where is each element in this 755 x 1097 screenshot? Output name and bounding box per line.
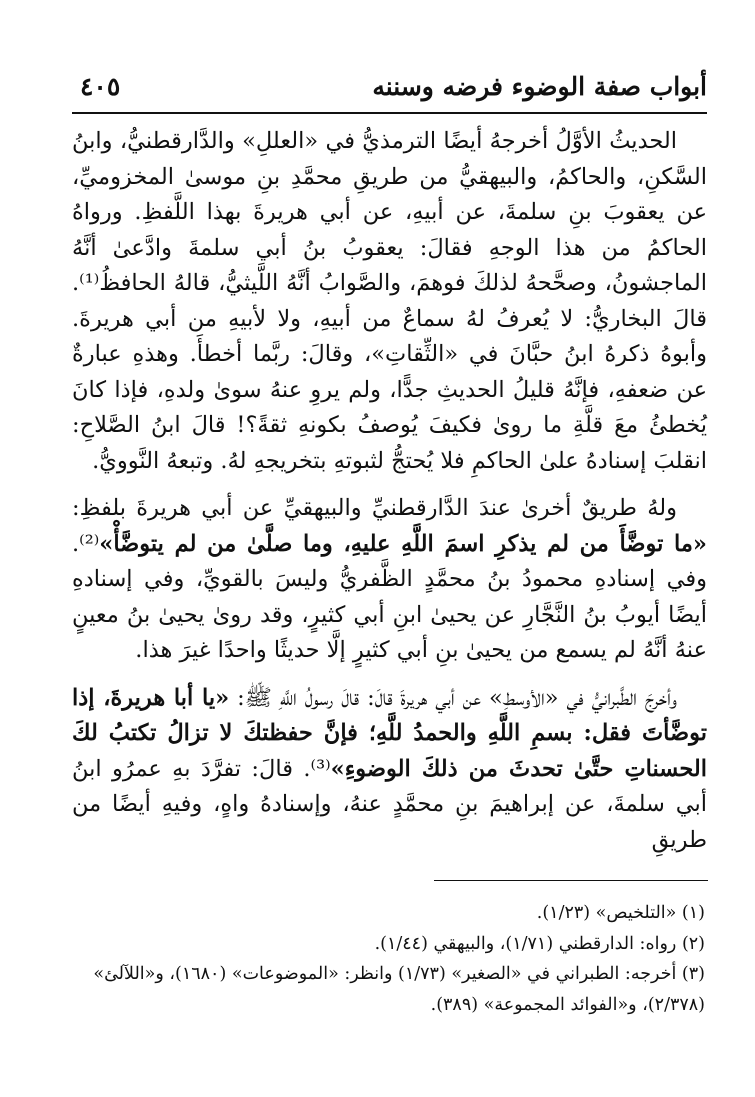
- footnote-1: (١) «التلخيص» (١/٢٣).: [536, 903, 705, 923]
- page-number: ٤٠٥: [80, 72, 121, 101]
- paragraph-3-intro: وأخرجَ الطَّبرانيُّ في «الأوسطِ» عن أبي هريرةَ قالَ: قالَ رسولُ اللَّهِ ﷺ:: [229, 684, 677, 711]
- main-text: [72, 124, 707, 858]
- hadith-quote-3: «يا أبا هريرةَ، إذا توضَّأتَ فقل: بسمِ اللَّهِ والحمدُ للَّهِ؛ فإنَّ حفظتكَ لا تزالُ تكتبُ لكَ الحسناتِ حتَّىٰ تحدثَ من ذلكَ الوضوءِ»: [72, 684, 707, 782]
- paragraph-2-rest: ⁽²⁾. وفي إسنادهِ محمودُ بنُ محمَّدٍ الظَّفريُّ وليسَ بالقويِّ، وفي إسنادهِ أيضًا أيوبُ بنُ النَّجَّارِ عن يحيىٰ ابنِ أبي كثيرٍ، وقد روىٰ يحيىٰ بنُ معينٍ عنهُ أنَّهُ لم يسمع من يحيىٰ بنِ أبي كثيرٍ إلَّا حديثًا واحدًا غيرَ هذا.: [72, 530, 707, 663]
- footnote-2: (٢) رواه: الدارقطني (١/٧١)، والبيهقي (١/٤٤).: [374, 933, 705, 954]
- paragraph-3: [72, 681, 707, 859]
- paragraph-1: [72, 124, 707, 479]
- footnote-separator: [434, 880, 708, 881]
- paragraph-2: [72, 491, 707, 669]
- footnote-3: (٣) أخرجه: الطبراني في «الصغير» (١/٧٣) وانظر: «الموضوعات» (١٦٨٠)، و«اللآلئ» (٢/٣٧٨)، و«الفوائد المجموعة» (٣٨٩).: [93, 964, 705, 1015]
- hadith-quote-2: «ما توضَّأَ من لم يذكرِ اسمَ اللَّهِ عليهِ، وما صلَّىٰ من لم يتوضَّأْ»: [99, 530, 707, 557]
- footnotes: [72, 898, 705, 1020]
- paragraph-3-rest: ⁽³⁾. قالَ: تفرَّدَ بهِ عمرُو ابنُ أبي سلمةَ، عن إبراهيمَ بنِ محمَّدٍ عنهُ، وإسنادهُ واهٍ، وفيهِ أيضًا من طريقِ: [72, 755, 707, 853]
- chapter-title: أبواب صفة الوضوء فرضه وسننه: [372, 72, 707, 101]
- paragraph-2-intro: ولهُ طريقٌ أخرىٰ عندَ الدَّارقطنيِّ والبيهقيِّ عن أبي هريرةَ بلفظِ:: [72, 495, 677, 521]
- page-header: [72, 62, 707, 114]
- paragraph-1-text: الحديثُ الأوَّلُ أخرجهُ أيضًا الترمذيُّ في «العللِ» والدَّارقطنيُّ، وابنُ السَّكنِ، والحاكمُ، والبيهقيُّ من طريقِ محمَّدِ بنِ موسىٰ المخزوميِّ، عن يعقوبَ بنِ سلمةَ، عن أبيهِ، عن أبي هريرةَ بهذا اللَّفظِ. ورواهُ الحاكمُ من هذا الوجهِ فقالَ: يعقوبُ بنُ أبي سلمةَ وادَّعىٰ أنَّهُ الماجشونُ، وصحَّحهُ لذلكَ فوهمَ، والصَّوابُ أنَّهُ اللَّيثيُّ، قالهُ الحافظُ⁽¹⁾. قالَ البخاريُّ: لا يُعرفُ لهُ سماعٌ من أبيهِ، ولا لأبيهِ من أبي هريرةَ. وأبوهُ ذكرهُ ابنُ حبَّانَ في «الثِّقاتِ»، وقالَ: ربَّما أخطأَ. وهذهِ عبارةٌ عن ضعفهِ، فإنَّهُ قليلُ الحديثِ جدًّا، ولم يروِ عنهُ سوىٰ ولدهِ، فإذا كانَ يُخطئُ معَ قلَّةِ ما روىٰ فكيفَ يُوصفُ بكونهِ ثقةً؟! قالَ ابنُ الصَّلاحِ: انقلبَ إسنادهُ علىٰ الحاكمِ فلا يُحتجُّ لثبوتهِ بتخريجهِ لهُ. وتبعهُ النَّوويُّ.: [72, 128, 707, 474]
